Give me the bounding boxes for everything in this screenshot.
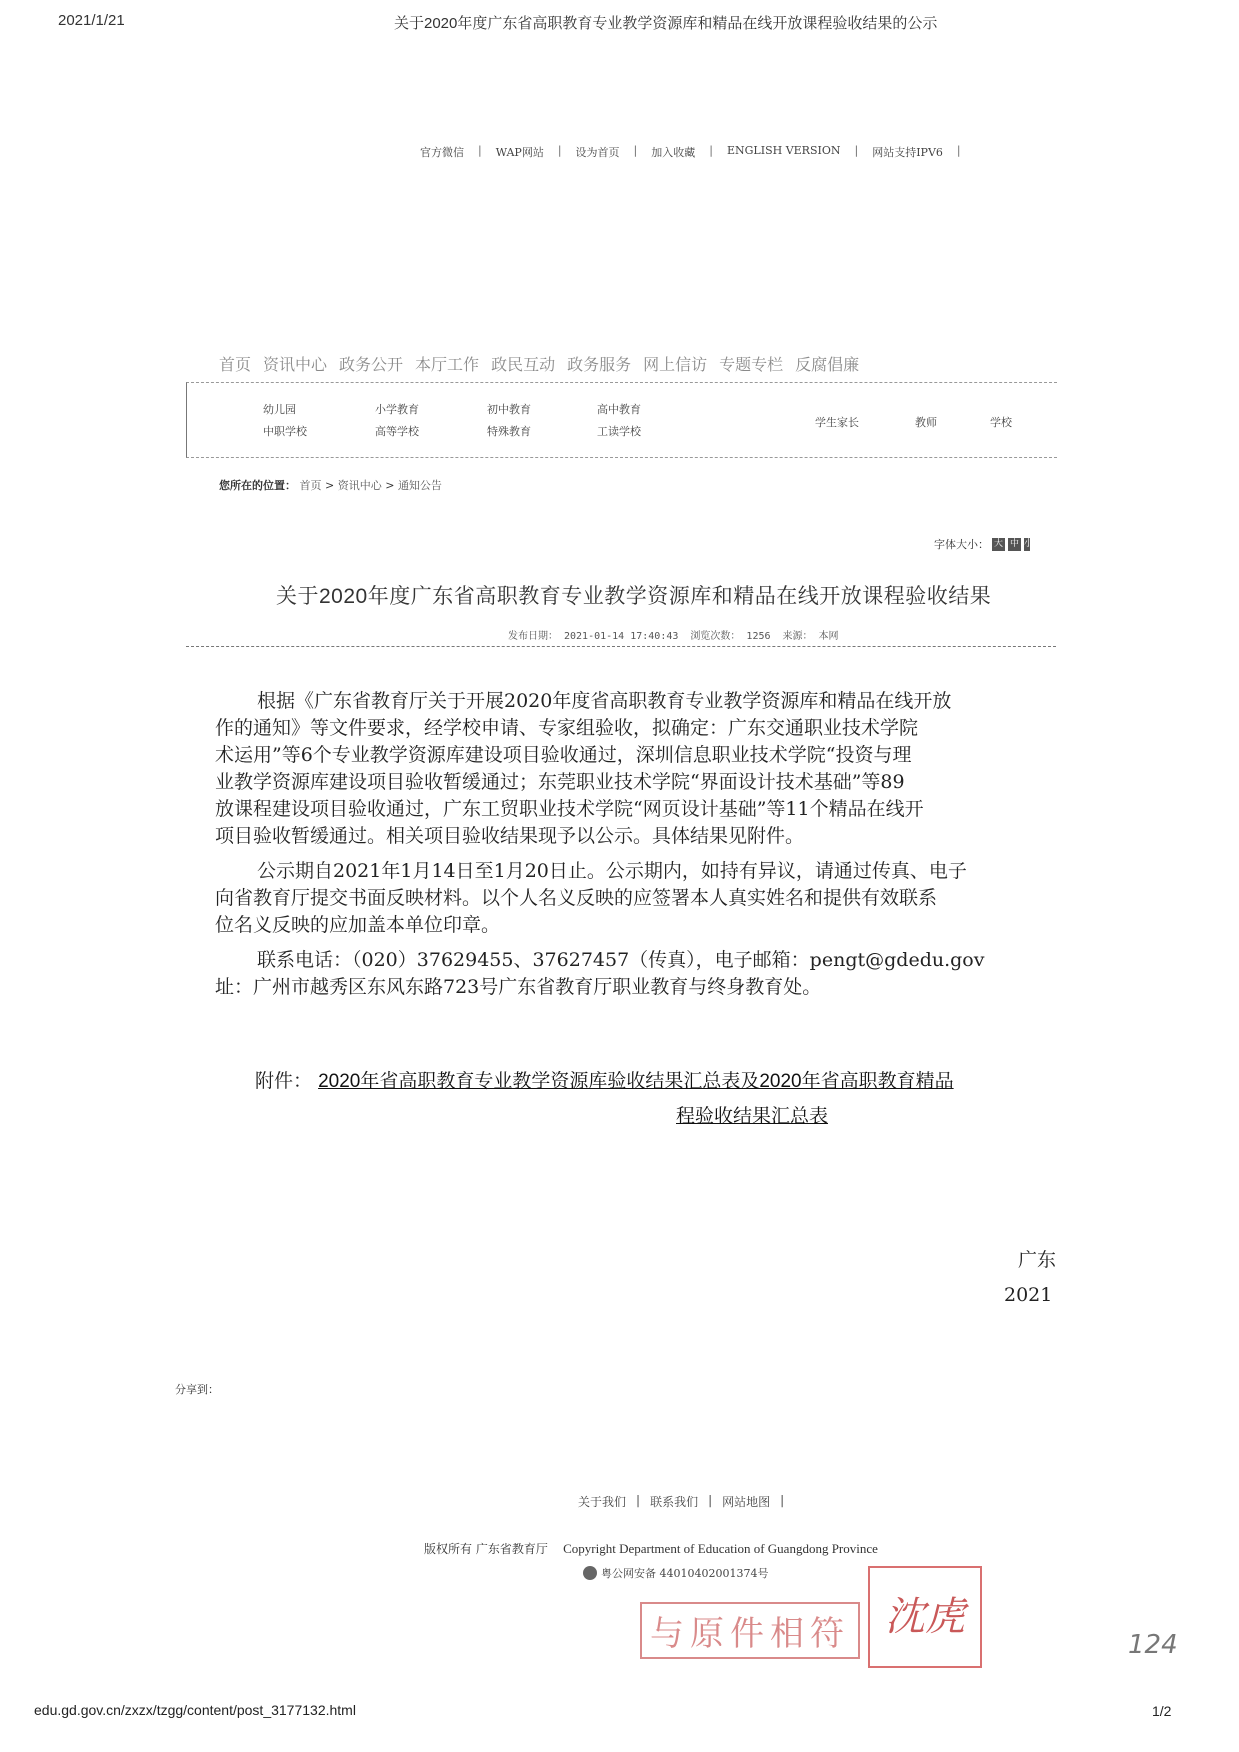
p1-line-1: 根据《广东省教育厅关于开展2020年度省高职教育专业教学资源库和精品在线开放 (257, 690, 952, 712)
date-label: 发布日期： (508, 631, 558, 642)
cat-kindergarten[interactable]: 幼儿园 (263, 403, 296, 416)
font-size-large-button[interactable]: 大 (993, 538, 1003, 549)
cat-senior-high[interactable]: 高中教育 (597, 403, 641, 416)
view-count: 1256 (746, 631, 771, 642)
attachment-link[interactable]: 2020年省高职教育专业教学资源库验收结果汇总表及2020年省高职教育精品 (318, 1071, 954, 1092)
font-size-control (934, 536, 1034, 552)
seal-stamp: 沈虎 (868, 1566, 982, 1668)
cat-higher-edu[interactable]: 高等学校 (375, 425, 419, 438)
nav-services[interactable]: 政务服务 (567, 357, 632, 374)
p1-line-6: 项目验收暂缓通过。相关项目验收结果现予以公示。具体结果见附件。 (215, 825, 805, 847)
p2-line-3: 位名义反映的应加盖本单位印章。 (215, 914, 501, 936)
print-page-number: 1/2 (1152, 1703, 1172, 1719)
source: 本网 (818, 631, 839, 642)
footer-links: 关于我们 | 联系我们 | 网站地图 | (578, 1493, 785, 1509)
category-box (186, 382, 1057, 458)
nav-gov-open[interactable]: 政务公开 (339, 357, 404, 374)
main-nav (219, 352, 859, 375)
breadcrumb-news[interactable]: 资讯中心 (337, 479, 382, 492)
breadcrumb-notices[interactable]: 通知公告 (397, 479, 442, 492)
cat-vocational-school[interactable]: 中职学校 (263, 425, 307, 438)
article-meta (508, 627, 845, 642)
print-title: 关于2020年度广东省高职教育专业教学资源库和精品在线开放课程验收结果的公示 (394, 15, 938, 32)
source-label: 来源： (782, 631, 813, 642)
nav-home[interactable]: 首页 (219, 357, 252, 374)
handwritten-page-number: 124 (1128, 1630, 1178, 1660)
nav-anticorruption[interactable]: 反腐倡廉 (795, 357, 860, 374)
share-label: 分享到： (175, 1383, 219, 1396)
publish-date: 2021-01-14 17:40:43 (564, 631, 679, 642)
breadcrumb-sep: > (325, 479, 335, 492)
p3-line-2: 址：广州市越秀区东风东路723号广东省教育厅职业教育与终身教育处。 (215, 976, 822, 998)
meta-divider (186, 646, 1056, 647)
paragraph-3 (215, 947, 1050, 1001)
top-nav-wap[interactable]: WAP网站 (495, 146, 544, 159)
attachment (255, 1066, 954, 1093)
attachment-link-line2[interactable]: 程验收结果汇总表 (676, 1106, 829, 1127)
icp-text: 粤公网安备 44010402001374号 (601, 1567, 769, 1580)
attachment-label: 附件： (255, 1070, 313, 1092)
print-url: edu.gd.gov.cn/zxzx/tzgg/content/post_3177132.html (34, 1702, 356, 1718)
breadcrumb (219, 477, 442, 493)
top-nav-ipv6[interactable]: 网站支持IPV6 (872, 146, 943, 159)
nav-news[interactable]: 资讯中心 (263, 357, 328, 374)
cat-parents[interactable]: 学生家长 (815, 416, 859, 429)
top-nav-wechat[interactable]: 官方微信 (420, 146, 464, 159)
print-date: 2021/1/21 (58, 12, 125, 29)
cat-reform-school[interactable]: 工读学校 (597, 425, 641, 438)
footer-contact[interactable]: 联系我们 (650, 1495, 699, 1509)
article-body (215, 688, 1050, 1078)
p1-line-2: 作的通知》等文件要求，经学校申请、专家组验收，拟确定：广东交通职业技术学院 (215, 717, 919, 739)
copyright (424, 1540, 878, 1557)
font-size-label: 字体大小： (934, 538, 989, 551)
top-nav-english[interactable]: ENGLISH VERSION (726, 144, 841, 157)
cat-junior-high[interactable]: 初中教育 (487, 403, 531, 416)
nav-interaction[interactable]: 政民互动 (491, 357, 556, 374)
copyright-en: Copyright Department of Education of Guangdong Province (563, 1541, 878, 1556)
police-badge-icon (583, 1566, 597, 1580)
top-nav-homepage[interactable]: 设为首页 (575, 146, 620, 159)
p2-line-2: 向省教育厅提交书面反映材料。以个人名义反映的应签署本人真实姓名和提供有效联系 (215, 887, 938, 909)
font-size-small-button[interactable]: 小 (1024, 538, 1034, 549)
font-size-medium-button[interactable]: 中 (1009, 538, 1019, 549)
breadcrumb-label: 您所在的位置： (219, 479, 296, 492)
p1-line-3: 术运用”等6个专业教学资源库建设项目验收通过，深圳信息职业技术学院“投资与理 (215, 744, 912, 766)
certified-copy-stamp: 与原件相符 (640, 1602, 860, 1659)
top-nav: 官方微信 | WAP网站 | 设为首页 | 加入收藏 | ENGLISH VERSION | 网站支持IPV6 | (420, 144, 961, 159)
cat-special-edu[interactable]: 特殊教育 (487, 425, 531, 438)
breadcrumb-sep: > (385, 479, 395, 492)
nav-dept-work[interactable]: 本厅工作 (415, 357, 480, 374)
cat-teachers[interactable]: 教师 (915, 416, 937, 429)
cat-schools[interactable]: 学校 (990, 416, 1012, 429)
views-label: 浏览次数： (690, 631, 741, 642)
icp-record (583, 1565, 768, 1581)
footer-about[interactable]: 关于我们 (578, 1495, 627, 1509)
article-title: 关于2020年度广东省高职教育专业教学资源库和精品在线开放课程验收结果 (276, 585, 992, 608)
paragraph-1 (215, 688, 1050, 850)
footer-sitemap[interactable]: 网站地图 (722, 1495, 771, 1509)
paragraph-2 (215, 858, 1050, 939)
cat-primary[interactable]: 小学教育 (375, 403, 419, 416)
signature-date: 2021 (1004, 1284, 1053, 1306)
nav-petition[interactable]: 网上信访 (643, 357, 708, 374)
signature-org: 广东 (1018, 1249, 1057, 1271)
top-nav-favorite[interactable]: 加入收藏 (651, 146, 696, 159)
copyright-cn: 版权所有 广东省教育厅 (424, 1542, 548, 1556)
p1-line-5: 放课程建设项目验收通过，广东工贸职业技术学院“网页设计基础”等11个精品在线开 (215, 798, 924, 820)
p1-line-4: 业教学资源库建设项目验收暂缓通过；东莞职业技术学院“界面设计技术基础”等89 (215, 771, 905, 793)
breadcrumb-home[interactable]: 首页 (299, 479, 322, 492)
p2-line-1: 公示期自2021年1月14日至1月20日止。公示期内，如持有异议，请通过传真、电子 (257, 860, 967, 882)
nav-topics[interactable]: 专题专栏 (719, 357, 784, 374)
p3-line-1: 联系电话：（020）37629455、37627457（传真），电子邮箱：pengt@gdedu.gov (257, 949, 985, 971)
